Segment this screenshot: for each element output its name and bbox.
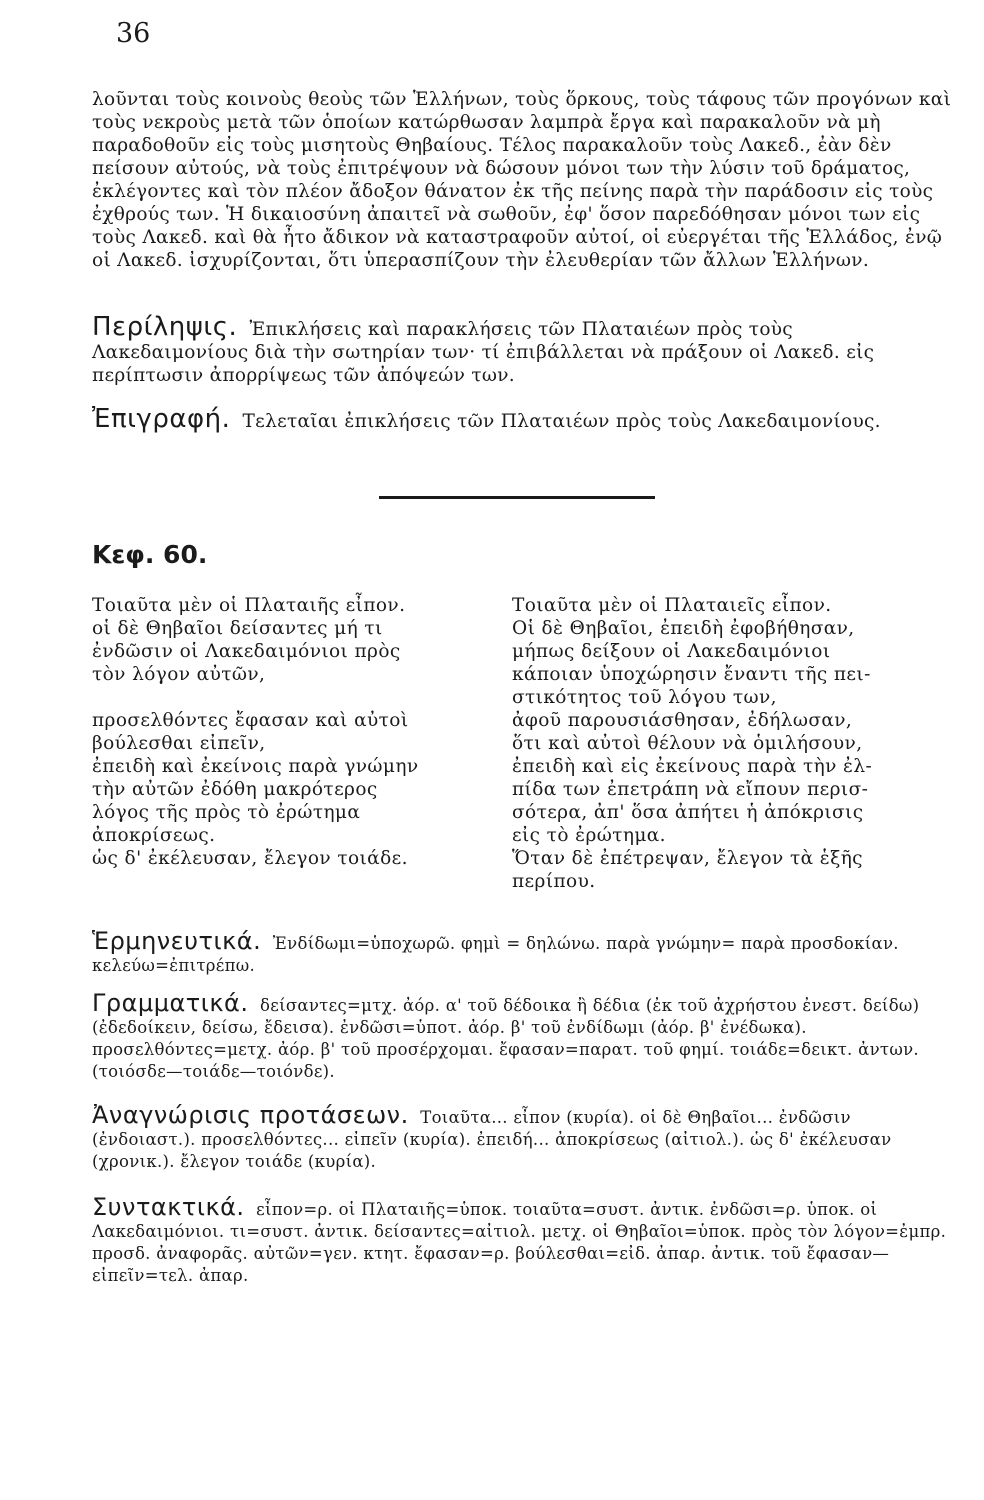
translation-line: εἰς τὸ ἐρώτημα. — [512, 825, 666, 846]
original-line: τὴν αὐτῶν ἐδόθη μακρότερος — [92, 779, 378, 800]
original-line: τὸν λόγον αὐτῶν, — [92, 664, 266, 685]
summary-heading: Περίληψις. — [92, 312, 238, 342]
section-divider — [379, 496, 655, 499]
original-line: ἐπειδὴ καὶ ἐκείνοις παρὰ γνώμην — [92, 756, 419, 777]
syntaktika-text: εἶπον=ρ. οἱ Πλαταιῆς=ὑποκ. τοιαῦτα=συστ. ἀντικ. ἐνδῶσι=ρ. ὑποκ. οἱ Λακεδαιμόνιοι. τι=συστ. ἀντικ. δείσαντες=αἰτιολ. μετχ. οἱ Θηβαῖοι=ὑποκ. πρὸς τὸν λόγον=ἐμπρ. προσδ. ἀναφορᾶς. αὐτῶν=γεν. κτητ. ἔφασαν=ρ. βούλεσθαι=εἰδ. ἀπαρ. ἀντικ. τοῦ ἔφασαν—εἰπεῖν=τελ. ἀπαρ. — [92, 1200, 947, 1285]
original-text-column — [92, 594, 492, 870]
translation-line: Τοιαῦτα μὲν οἱ Πλαταιεῖς εἶπον. — [512, 595, 832, 616]
epigraph-heading: Ἐπιγραφή. — [92, 404, 231, 434]
original-line: λόγος τῆς πρὸς τὸ ἐρώτημα — [92, 802, 361, 823]
epigraph-paragraph — [92, 404, 952, 434]
intro-paragraph: λοῦνται τοὺς κοινοὺς θεοὺς τῶν Ἑλλήνων, τοὺς ὅρκους, τοὺς τάφους τῶν προγόνων καὶ τοὺς νεκροὺς μετὰ τῶν ὁποίων κατώρθωσαν λαμπρὰ ἔργα καὶ παρακαλοῦν νὰ μὴ παραδοθοῦν εἰς τοὺς μισητοὺς Θηβαίους. Τέλος παρακαλοῦν τοὺς Λακεδ., ἐὰν δὲν πείσουν αὐτούς, νὰ τοὺς ἐπιτρέψουν νὰ δώσουν μόνοι των τὴν λύσιν τοῦ δράματος, ἐκλέγοντες καὶ τὸν πλέον ἄδοξον θάνατον ἐκ τῆς πείνης παρὰ τὴν παράδοσιν εἰς τοὺς ἐχθρούς των. Ἡ δικαιοσύνη ἀπαιτεῖ νὰ σωθοῦν, ἐφ' ὅσον παρεδόθησαν μόνοι των εἰς τοὺς Λακεδ. καὶ θὰ ἦτο ἄδικον νὰ καταστραφοῦν αὐτοί, οἱ εὐεργέται τῆς Ἑλλάδος, ἐνῷ οἱ Λακεδ. ἰσχυρίζονται, ὅτι ὑπερασπίζουν τὴν ἐλευθερίαν τῶν ἄλλων Ἑλλήνων. — [92, 89, 952, 271]
translation-line: σότερα, ἀπ' ὅσα ἀπήτει ἡ ἀπόκρισις — [512, 802, 864, 823]
translation-line: Ὅταν δὲ ἐπέτρεψαν, ἔλεγον τὰ ἑξῆς — [512, 848, 863, 869]
anagnorisis-text: Τοιαῦτα... εἶπον (κυρία). οἱ δὲ Θηβαῖοι... ἐνδῶσιν (ἐνδοιαστ.). προσελθόντες... εἰπεῖν (κυρία). ἐπειδή... ἀποκρίσεως (αἰτιολ.). ὡς δ' ἐκέλευσαν (χρονικ.). ἔλεγον τοιάδε (κυρία). — [92, 1108, 892, 1171]
anagnorisis-note — [92, 1101, 954, 1173]
original-line: οἱ δὲ Θηβαῖοι δείσαντες μή τι — [92, 618, 383, 639]
original-line: βούλεσθαι εἰπεῖν, — [92, 733, 266, 754]
original-line: προσελθόντες ἔφασαν καὶ αὐτοὶ — [92, 710, 409, 731]
grammatika-note — [92, 989, 954, 1083]
translation-line: στικότητος τοῦ λόγου των, — [512, 687, 777, 708]
translation-line: πίδα των ἐπετράπη νὰ εἴπουν περισ- — [512, 779, 869, 800]
syntaktika-note — [92, 1193, 954, 1287]
translation-line: περίπου. — [512, 871, 596, 892]
original-line: Τοιαῦτα μὲν οἱ Πλαταιῆς εἶπον. — [92, 595, 406, 616]
hermeneutika-text: Ἐνδίδωμι=ὑποχωρῶ. φημὶ = δηλώνω. παρὰ γνώμην= παρὰ προσδοκίαν. κελεύω=ἐπιτρέπω. — [92, 934, 899, 975]
epigraph-text: Τελεταῖαι ἐπικλήσεις τῶν Πλαταιέων πρὸς τοὺς Λακεδαιμονίους. — [242, 411, 881, 432]
original-line: ἀποκρίσεως. — [92, 825, 216, 846]
page-number: 36 — [116, 18, 151, 49]
summary-paragraph — [92, 312, 952, 387]
hermeneutika-note — [92, 927, 954, 977]
translation-line: ἐπειδὴ καὶ εἰς ἐκείνους παρὰ τὴν ἐλ- — [512, 756, 873, 777]
chapter-title: Κεφ. 60. — [92, 540, 208, 569]
translation-line: ὅτι καὶ αὐτοὶ θέλουν νὰ ὁμιλήσουν, — [512, 733, 863, 754]
anagnorisis-heading: Ἀναγνώρισις προτάσεων. — [92, 1101, 409, 1129]
translation-line: κάποιαν ὑποχώρησιν ἔναντι τῆς πει- — [512, 664, 871, 685]
line-gap — [92, 686, 492, 709]
translation-line: ἀφοῦ παρουσιάσθησαν, ἐδήλωσαν, — [512, 710, 853, 731]
translation-column — [512, 594, 967, 893]
original-line: ἐνδῶσιν οἱ Λακεδαιμόνιοι πρὸς — [92, 641, 401, 662]
original-line: ὡς δ' ἐκέλευσαν, ἔλεγον τοιάδε. — [92, 848, 408, 869]
translation-line: μήπως δείξουν οἱ Λακεδαιμόνιοι — [512, 641, 831, 662]
syntaktika-heading: Συντακτικά. — [92, 1193, 245, 1221]
summary-text: Ἐπικλήσεις καὶ παρακλήσεις τῶν Πλαταιέων πρὸς τοὺς Λακεδαιμονίους διὰ τὴν σωτηρίαν των· τί ἐπιβάλλεται νὰ πράξουν οἱ Λακεδ. εἰς περίπτωσιν ἀπορρίψεως τῶν ἀπόψεών των. — [92, 319, 875, 386]
grammatika-heading: Γραμματικά. — [92, 989, 249, 1017]
grammatika-text: δείσαντες=μτχ. ἀόρ. α' τοῦ δέδοικα ἢ δέδια (ἐκ τοῦ ἀχρήστου ἐνεστ. δείδω) (ἐδεδοίκειν, δείσω, ἔδεισα). ἐνδῶσι=ὑποτ. ἀόρ. β' τοῦ ἐνδίδωμι (ἀόρ. β' ἐνέδωκα). προσελθόντες=μετχ. ἀόρ. β' τοῦ προσέρχομαι. ἔφασαν=παρατ. τοῦ φημί. τοιάδε=δεικτ. ἀντων. (τοιόσδε—τοιάδε—τοιόνδε). — [92, 996, 920, 1081]
hermeneutika-heading: Ἑρμηνευτικά. — [92, 927, 262, 955]
translation-line: Οἱ δὲ Θηβαῖοι, ἐπειδὴ ἐφοβήθησαν, — [512, 618, 855, 639]
